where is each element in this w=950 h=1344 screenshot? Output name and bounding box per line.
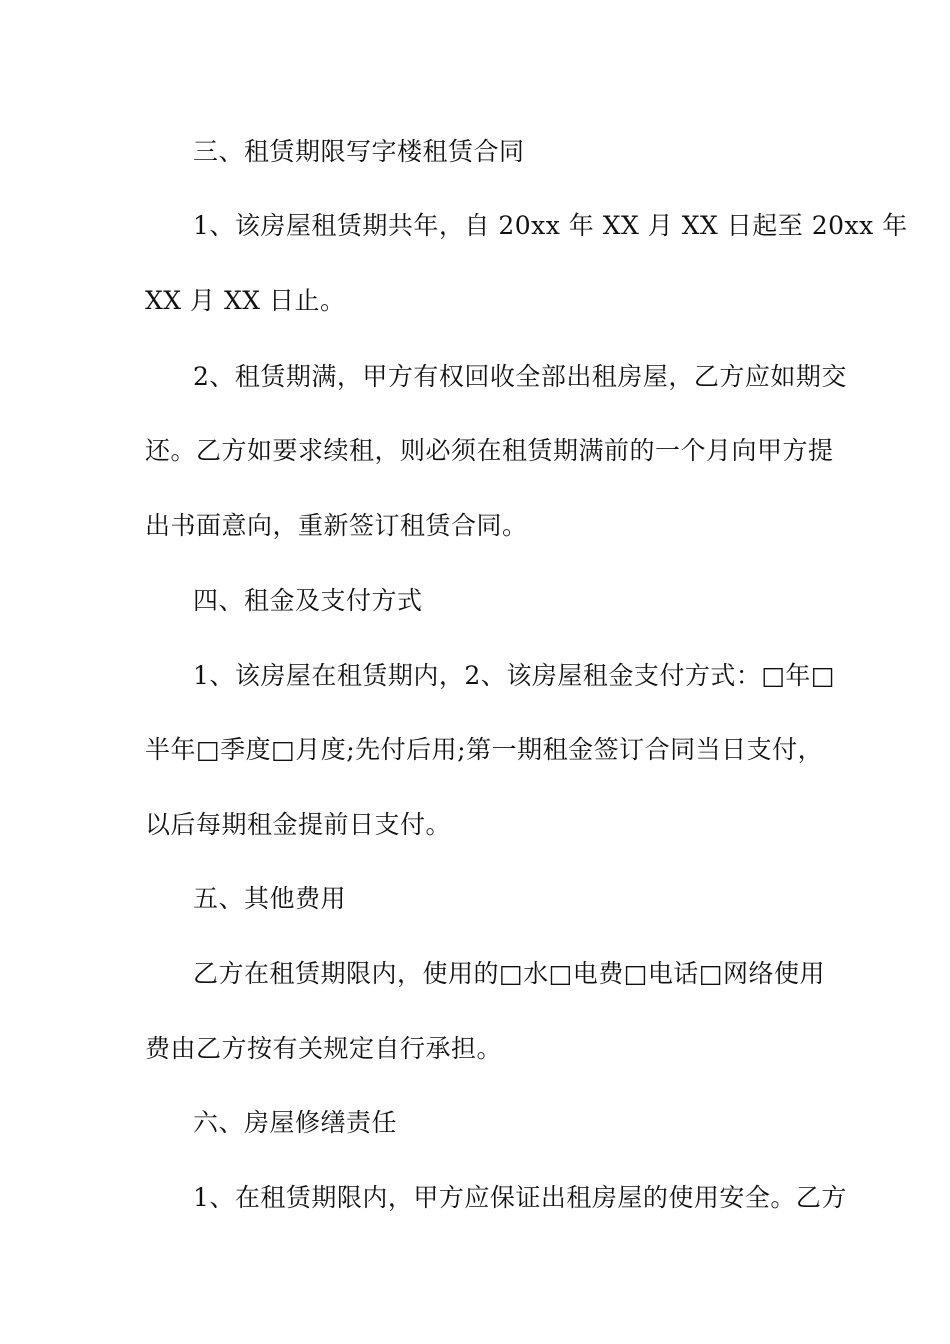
paragraph-line: XX 月 XX 日止。 (145, 286, 346, 315)
section-heading-rent-payment: 四、租金及支付方式 (193, 586, 423, 615)
paragraph-line: 1、该房屋租赁期共年，自 20xx 年 XX 月 XX 日起至 20xx 年 (193, 211, 908, 240)
section-heading-repair-responsibility: 六、房屋修缮责任 (193, 1108, 398, 1137)
paragraph-line: 以后每期租金提前日支付。 (145, 810, 452, 839)
paragraph-line: 1、该房屋在租赁期内，2、该房屋租金支付方式：□年□ (193, 661, 836, 690)
paragraph-line: 还。乙方如要求续租，则必须在租赁期满前的一个月向甲方提 (145, 436, 834, 465)
paragraph-line: 费由乙方按有关规定自行承担。 (145, 1034, 503, 1063)
paragraph-line: 出书面意向，重新签订租赁合同。 (145, 511, 528, 540)
paragraph-line: 2、租赁期满，甲方有权回收全部出租房屋，乙方应如期交 (193, 362, 847, 391)
paragraph-line: 乙方在租赁期限内，使用的□水□电费□电话□网络使用 (193, 959, 825, 988)
paragraph-line: 半年□季度□月度;先付后用;第一期租金签订合同当日支付， (145, 735, 824, 764)
paragraph-line: 1、在租赁期限内，甲方应保证出租房屋的使用安全。乙方 (193, 1183, 847, 1212)
section-heading-lease-term: 三、租赁期限写字楼租赁合同 (193, 137, 525, 166)
section-heading-other-fees: 五、其他费用 (193, 884, 347, 913)
